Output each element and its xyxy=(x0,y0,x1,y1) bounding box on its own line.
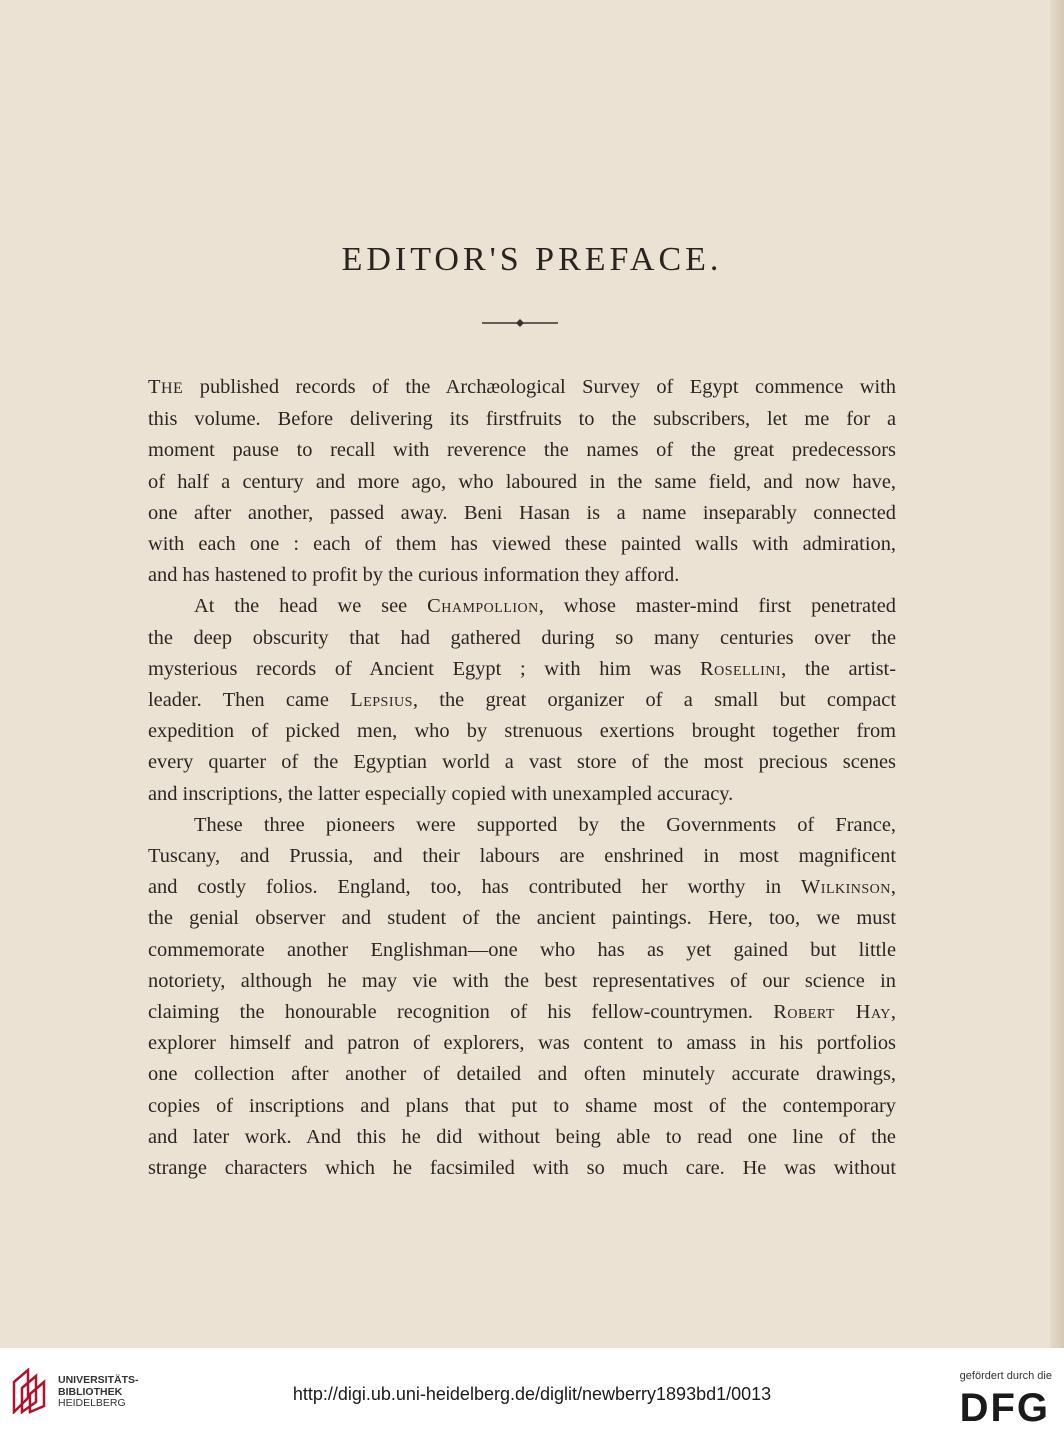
text-line: notoriety, although he may vie with the best representatives of our science in xyxy=(148,969,896,992)
funding-label: gefördert durch die xyxy=(959,1370,1052,1382)
text-line: mysterious records of Ancient Egypt ; with him was Rosellini, the artist- xyxy=(148,657,897,680)
paragraph-2 xyxy=(148,591,896,809)
footer-bar xyxy=(0,1348,1064,1436)
text-line: copies of inscriptions and plans that put to shame most of the contemporary xyxy=(148,1094,896,1117)
paragraph-3 xyxy=(148,810,896,1184)
text-line: with each one : each of them has viewed these painted walls with admiration, xyxy=(148,533,896,556)
library-line: HEIDELBERG xyxy=(58,1397,126,1409)
text-line: expedition of picked men, who by strenuous exertions brought together from xyxy=(148,720,896,743)
text-line: and costly folios. England, too, has contributed her worthy in Wilkinson, xyxy=(148,876,896,899)
preface-body xyxy=(148,372,896,1184)
text-line: These three pioneers were supported by the Governments of France, xyxy=(194,813,896,836)
text-line: THE published records of the Archæological Survey of Egypt commence with xyxy=(148,376,896,398)
text-line: leader. Then came Lepsius, the great organizer of a small but compact xyxy=(148,689,897,712)
page-title: EDITOR'S PREFACE. xyxy=(341,241,723,278)
text-line: moment pause to recall with reverence the names of the great predecessors xyxy=(148,439,896,462)
text-line: strange characters which he facsimiled with so much care. He was without xyxy=(148,1157,896,1180)
text-line: of half a century and more ago, who laboured in the same field, and now have, xyxy=(148,470,896,493)
text-line: the deep obscurity that had gathered during so many centuries over the xyxy=(148,626,896,649)
permalink-url[interactable]: http://digi.ub.uni-heidelberg.de/diglit/newberry1893bd1/0013 xyxy=(292,1384,772,1404)
text-line: one after another, passed away. Beni Hasan is a name inseparably connected xyxy=(148,501,896,524)
text-line: At the head we see Champollion, whose master-mind first penetrated xyxy=(194,595,896,618)
dfg-logo: DFG xyxy=(959,1386,1050,1430)
text-line: and has hastened to profit by the curious information they afford. xyxy=(148,564,680,587)
text-line: explorer himself and patron of explorers, was content to amass in his portfolios xyxy=(148,1032,896,1055)
library-line: BIBLIOTHEK xyxy=(58,1385,123,1398)
page-edge-shadow xyxy=(1050,0,1064,1348)
text-line: one collection after another of detailed and often minutely accurate drawings, xyxy=(148,1063,896,1086)
text-line: and later work. And this he did without being able to read one line of the xyxy=(148,1125,896,1148)
library-line: UNIVERSITÄTS- xyxy=(58,1374,139,1386)
text-line: Tuscany, and Prussia, and their labours are enshrined in most magnificent xyxy=(148,845,896,868)
line-rest: published records of the Archæological Survey of Egypt commence with xyxy=(183,376,896,398)
text-line: this volume. Before delivering its firstfruits to the subscribers, let me for a xyxy=(148,408,896,431)
title-ornament xyxy=(482,317,558,329)
paragraph-1 xyxy=(148,372,896,591)
text-line: and inscriptions, the latter especially copied with unexampled accuracy. xyxy=(148,782,734,805)
text-line: commemorate another Englishman—one who has as yet gained but little xyxy=(148,938,896,961)
text-line: claiming the honourable recognition of his fellow-countrymen. Robert Hay, xyxy=(148,1001,896,1024)
text-line: every quarter of the Egyptian world a vast store of the most precious scenes xyxy=(148,751,896,774)
text-line: the genial observer and student of the ancient paintings. Here, too, we must xyxy=(148,907,896,930)
